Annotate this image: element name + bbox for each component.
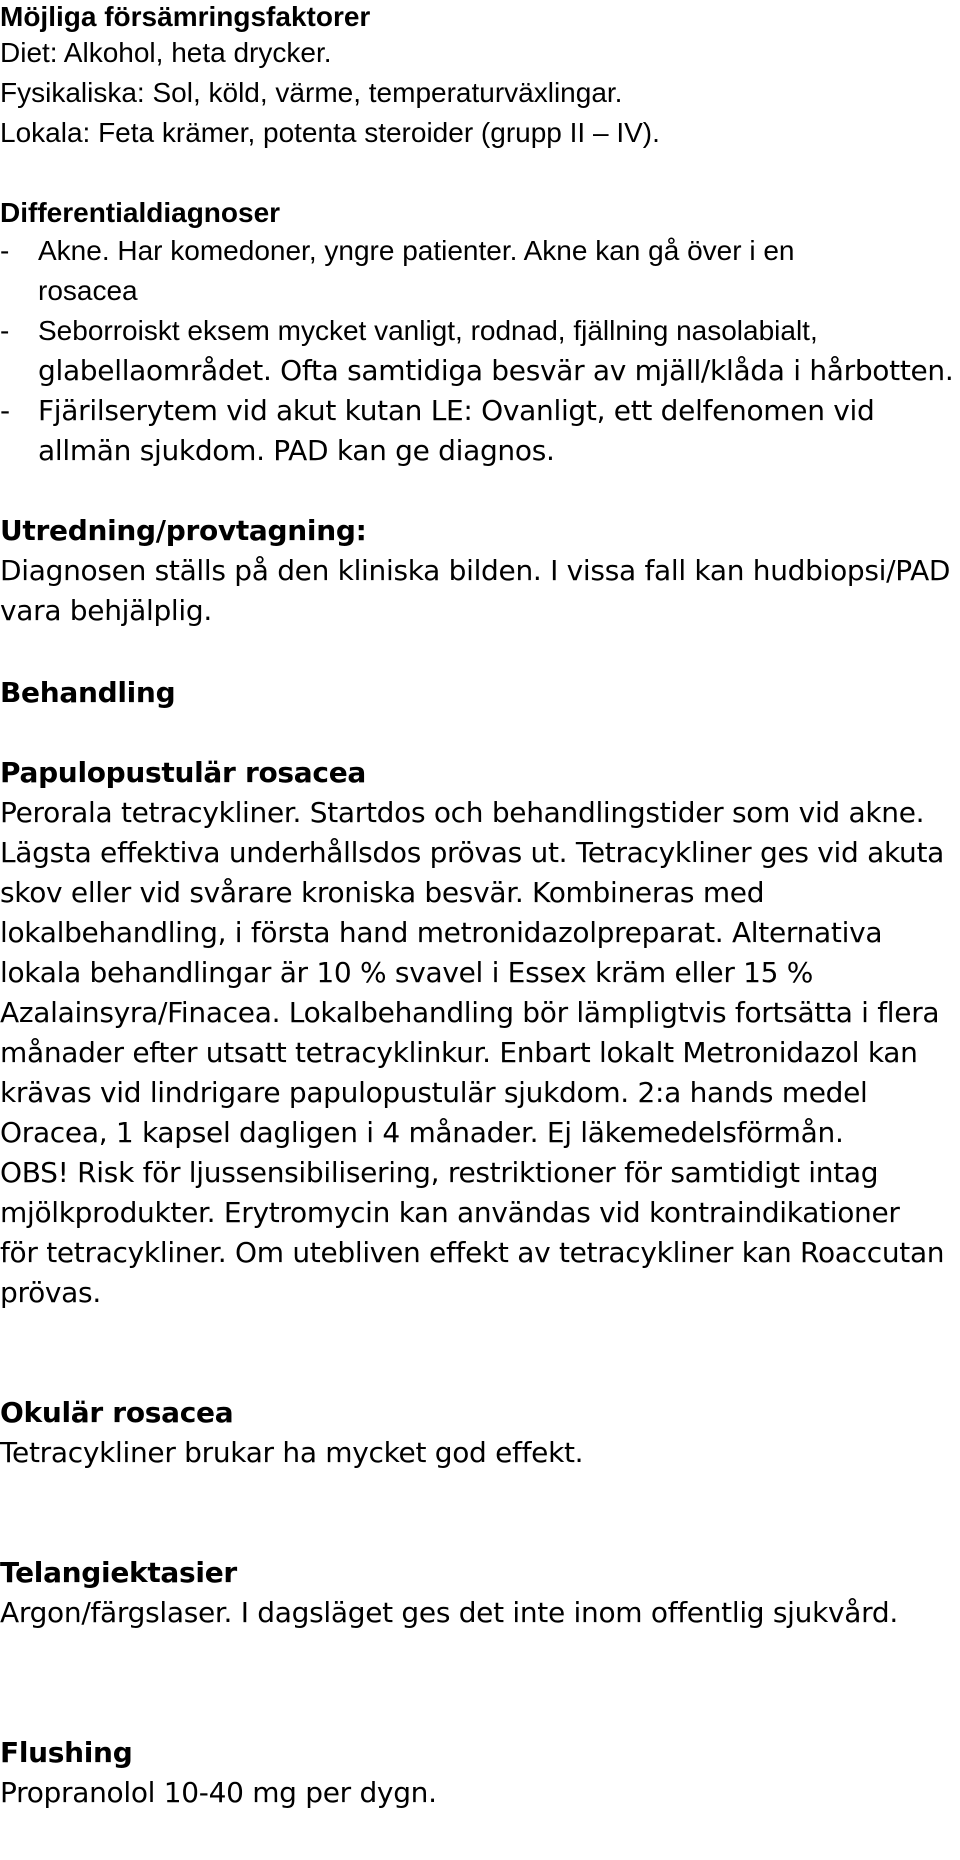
- heading-differentialdiagnoser: Differentialdiagnoser: [0, 197, 281, 228]
- text-line: mjölkprodukter. Erytromycin kan användas vid kontraindikationer: [0, 1196, 900, 1229]
- heading-telangiektasier: Telangiektasier: [0, 1556, 237, 1589]
- heading-utredning: Utredning/provtagning:: [0, 514, 367, 547]
- text-line: Azalainsyra/Finacea. Lokalbehandling bör lämpligtvis fortsätta i flera: [0, 996, 940, 1029]
- text-line: Fysikaliska: Sol, köld, värme, temperaturväxlingar.: [0, 77, 623, 108]
- text-line: Diagnosen ställs på den kliniska bilden. I vissa fall kan hudbiopsi/PAD: [0, 554, 951, 587]
- text-line: vara behjälplig.: [0, 594, 212, 627]
- text-line: Tetracykliner brukar ha mycket god effekt.: [0, 1436, 584, 1469]
- heading-papulopustular: Papulopustulär rosacea: [0, 756, 366, 789]
- text-line: Argon/färgslaser. I dagsläget ges det inte inom offentlig sjukvård.: [0, 1596, 898, 1629]
- heading-forsamringsfaktorer: Möjliga försämringsfaktorer: [0, 1, 371, 32]
- heading-flushing: Flushing: [0, 1736, 133, 1769]
- bullet-dash: -: [0, 315, 10, 346]
- text-line: Oracea, 1 kapsel dagligen i 4 månader. Ej läkemedelsförmån.: [0, 1116, 844, 1149]
- heading-okular: Okulär rosacea: [0, 1396, 234, 1429]
- text-line: lokalbehandling, i första hand metronidazolpreparat. Alternativa: [0, 916, 883, 949]
- bullet-dash: -: [0, 235, 10, 266]
- text-line: lokala behandlingar är 10 % svavel i Essex kräm eller 15 %: [0, 956, 814, 989]
- list-item: Fjärilserytem vid akut kutan LE: Ovanligt, ett delfenomen vid: [38, 394, 875, 427]
- text-line: Propranolol 10-40 mg per dygn.: [0, 1776, 437, 1809]
- list-item: Seborroiskt eksem mycket vanligt, rodnad, fjällning nasolabialt,: [38, 315, 818, 346]
- text-line: månader efter utsatt tetracyklinkur. Enbart lokalt Metronidazol kan: [0, 1036, 918, 1069]
- text-line: för tetracykliner. Om utebliven effekt av tetracykliner kan Roaccutan: [0, 1236, 945, 1269]
- text-line: Diet: Alkohol, heta drycker.: [0, 37, 332, 68]
- text-line: Lokala: Feta krämer, potenta steroider (grupp II – IV).: [0, 117, 660, 148]
- text-line: Perorala tetracykliner. Startdos och behandlingstider som vid akne.: [0, 796, 925, 829]
- list-item: glabellaområdet. Ofta samtidiga besvär av mjäll/klåda i hårbotten.: [38, 354, 954, 387]
- list-item: allmän sjukdom. PAD kan ge diagnos.: [38, 434, 555, 467]
- text-line: krävas vid lindrigare papulopustulär sjukdom. 2:a hands medel: [0, 1076, 868, 1109]
- heading-behandling: Behandling: [0, 676, 176, 709]
- bullet-dash: -: [0, 394, 10, 427]
- list-item: Akne. Har komedoner, yngre patienter. Akne kan gå över i en: [38, 235, 795, 266]
- text-line: skov eller vid svårare kroniska besvär. Kombineras med: [0, 876, 765, 909]
- list-item: rosacea: [38, 275, 138, 306]
- text-line: prövas.: [0, 1276, 101, 1309]
- text-line: OBS! Risk för ljussensibilisering, restriktioner för samtidigt intag: [0, 1156, 879, 1189]
- text-line: Lägsta effektiva underhållsdos prövas ut. Tetracykliner ges vid akuta: [0, 836, 944, 869]
